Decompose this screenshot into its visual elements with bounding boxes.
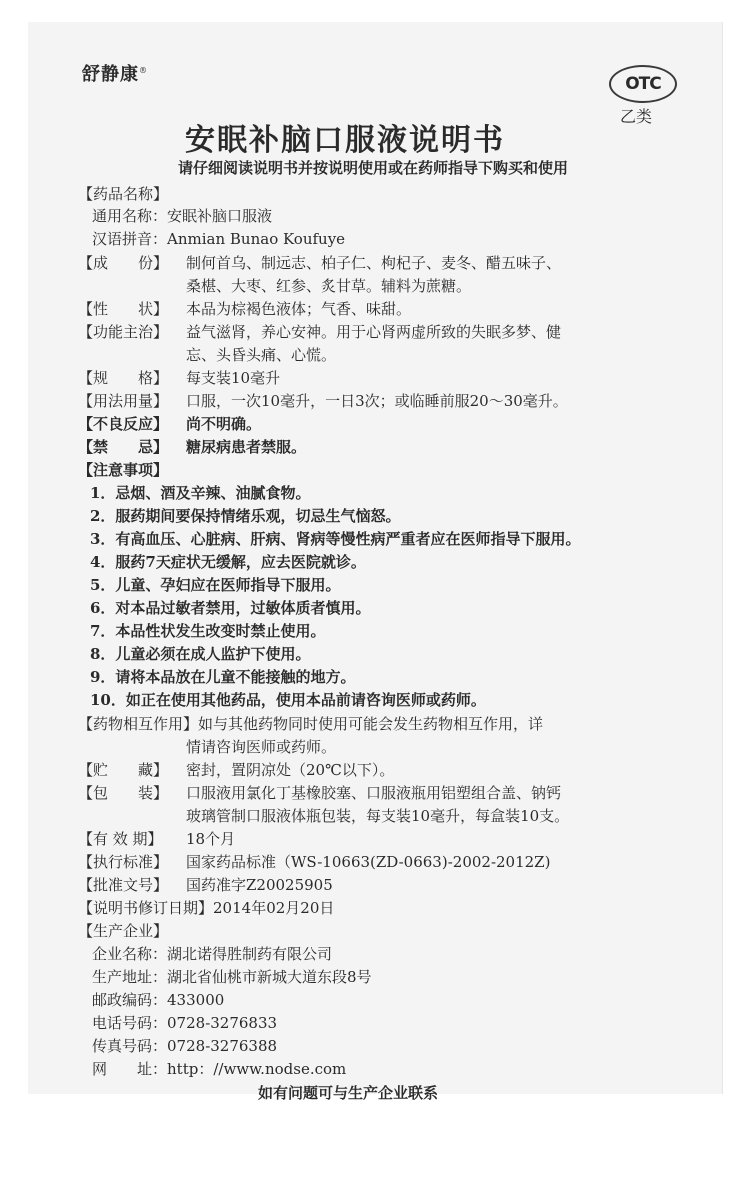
precautions-heading: 【注意事项】	[78, 461, 169, 479]
precaution-item: 5．儿童、孕妇应在医师指导下服用。	[90, 576, 341, 594]
storage-row: 【贮 藏】 密封，置阴凉处（20℃以下）。	[78, 761, 395, 779]
company-row: 企业名称：湖北诺得胜制药有限公司	[92, 945, 333, 963]
precaution-item: 6．对本品过敏者禁用，过敏体质者慎用。	[90, 599, 371, 617]
otc-class: 乙类	[620, 107, 653, 126]
website-row: 网 址：http：//www.nodse.com	[92, 1060, 347, 1078]
validity-row: 【有 效 期】 18个月	[78, 830, 236, 848]
phone-row: 电话号码：0728-3276833	[92, 1014, 278, 1032]
pinyin-row: 汉语拼音：Anmian Bunao Koufuye	[92, 230, 346, 248]
indication-row-2: 忘、头昏头痛、心慌。	[186, 346, 337, 364]
precaution-item: 7．本品性状发生改变时禁止使用。	[90, 622, 326, 640]
interaction-row: 【药物相互作用】如与其他药物同时使用可能会发生药物相互作用，详	[78, 715, 544, 733]
brand-logo: 舒静康®	[82, 64, 148, 85]
otc-badge: OTC	[609, 65, 677, 103]
manufacturer-heading: 【生产企业】	[78, 922, 169, 940]
dosage-row: 【用法用量】 口服，一次10毫升，一日3次；或临睡前服20～30毫升。	[78, 392, 568, 410]
approval-row: 【批准文号】 国药准字Z20025905	[78, 876, 333, 894]
precaution-item: 2．服药期间要保持情绪乐观，切忌生气恼怒。	[90, 507, 401, 525]
precaution-item: 10．如正在使用其他药品，使用本品前请咨询医师或药师。	[90, 691, 486, 709]
postcode-row: 邮政编码：433000	[92, 991, 225, 1009]
contra-row: 【禁 忌】 糖尿病患者禁服。	[78, 438, 307, 456]
precaution-item: 9．请将本品放在儿童不能接触的地方。	[90, 668, 356, 686]
standard-row: 【执行标准】 国家药品标准（WS-10663(ZD-0663)-2002-2012Z)	[78, 853, 551, 871]
package-row-2: 玻璃管制口服液体瓶包装，每支装10毫升，每盒装10支。	[186, 807, 570, 825]
precaution-item: 8．儿童必须在成人监护下使用。	[90, 645, 311, 663]
package-row: 【包 装】 口服液用氯化丁基橡胶塞、口服液瓶用铝塑组合盖、钠钙	[78, 784, 562, 802]
composition-row-2: 桑椹、大枣、红参、炙甘草。辅料为蔗糖。	[186, 277, 472, 295]
composition-row: 【成 份】 制何首乌、制远志、柏子仁、枸杞子、麦冬、醋五味子、	[78, 254, 562, 272]
precaution-item: 4．服药7天症状无缓解，应去医院就诊。	[90, 553, 366, 571]
generic-name-row: 通用名称：安眠补脑口服液	[92, 207, 273, 225]
drug-name-heading: 【药品名称】	[78, 185, 169, 203]
interaction-row-2: 情请咨询医师或药师。	[186, 738, 337, 756]
fax-row: 传真号码：0728-3276388	[92, 1037, 278, 1055]
address-row: 生产地址：湖北省仙桃市新城大道东段8号	[92, 968, 372, 986]
adverse-row: 【不良反应】 尚不明确。	[78, 415, 262, 433]
spec-row: 【规 格】 每支装10毫升	[78, 369, 281, 387]
indication-row: 【功能主治】 益气滋肾，养心安神。用于心肾两虚所致的失眠多梦、健	[78, 323, 562, 341]
subtitle: 请仔细阅读说明书并按说明使用或在药师指导下购买和使用	[178, 159, 569, 177]
character-row: 【性 状】 本品为棕褐色液体；气香、味甜。	[78, 300, 412, 318]
precaution-item: 1．忌烟、酒及辛辣、油腻食物。	[90, 484, 311, 502]
page-title: 安眠补脑口服液说明书	[185, 123, 505, 158]
revision-row: 【说明书修订日期】2014年02月20日	[78, 899, 335, 917]
footer-note: 如有问题可与生产企业联系	[258, 1084, 439, 1102]
precaution-item: 3．有高血压、心脏病、肝病、肾病等慢性病严重者应在医师指导下服用。	[90, 530, 581, 548]
